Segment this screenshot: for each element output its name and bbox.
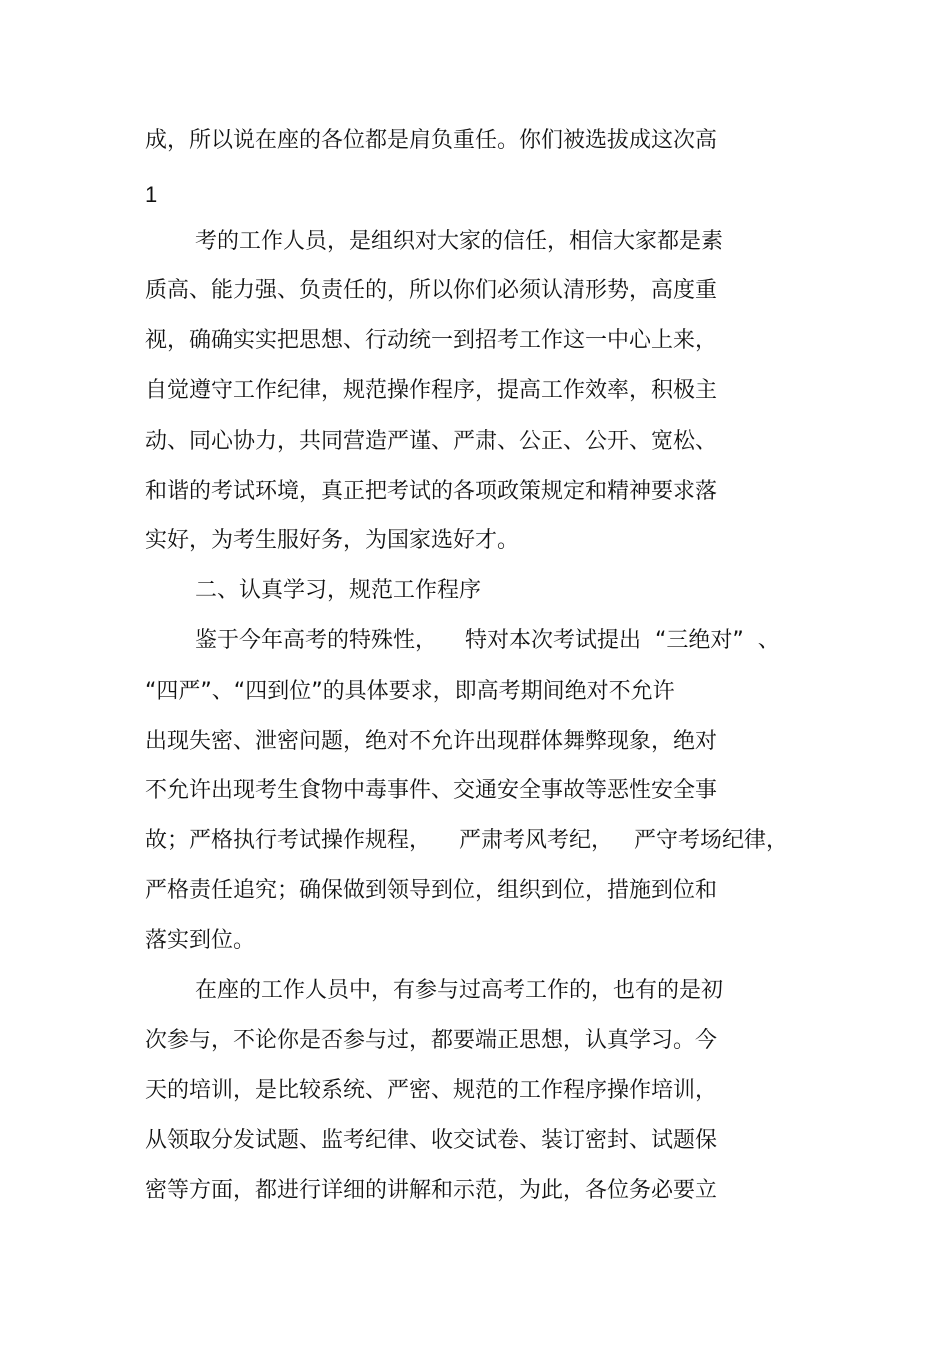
text-line: 鉴于今年高考的特殊性， 特对本次考试提出 “三绝对” 、 xyxy=(195,628,780,653)
text-line: 和谐的考试环境，真正把考试的各项政策规定和精神要求落 xyxy=(145,479,718,504)
text-line: 从领取分发试题、监考纪律、收交试卷、装订密封、试题保 xyxy=(145,1128,718,1153)
text-line: 出现失密、泄密问题，绝对不允许出现群体舞弊现象，绝对 xyxy=(145,729,718,754)
section-heading: 二、认真学习，规范工作程序 xyxy=(195,578,482,603)
text-line: 实好，为考生服好务，为国家选好才。 xyxy=(145,528,520,553)
text-line: 在座的工作人员中，有参与过高考工作的，也有的是初 xyxy=(195,978,724,1003)
text-line: 严格责任追究；确保做到领导到位，组织到位，措施到位和 xyxy=(145,878,718,903)
text-line: 密等方面，都进行详细的讲解和示范，为此，各位务必要立 xyxy=(145,1178,718,1203)
text-line: 天的培训，是比较系统、严密、规范的工作程序操作培训， xyxy=(145,1078,718,1103)
text-line: 不允许出现考生食物中毒事件、交通安全事故等恶性安全事 xyxy=(145,778,718,803)
text-line: 故；严格执行考试操作规程， 严肃考风考纪， 严守考场纪律， xyxy=(145,828,788,853)
text-line: 考的工作人员，是组织对大家的信任，相信大家都是素 xyxy=(195,229,724,254)
text-line: 动、同心协力，共同营造严谨、严肃、公正、公开、宽松、 xyxy=(145,429,718,454)
page-number: 1 xyxy=(145,182,158,207)
text-line: “四严”、“四到位”的具体要求，即高考期间绝对不允许 xyxy=(145,679,675,704)
text-line: 成，所以说在座的各位都是肩负重任。你们被选拔成这次高 xyxy=(145,128,718,153)
text-line: 落实到位。 xyxy=(145,928,256,953)
text-line: 自觉遵守工作纪律，规范操作程序，提高工作效率，积极主 xyxy=(145,378,718,403)
text-line: 质高、能力强、负责任的，所以你们必须认清形势，高度重 xyxy=(145,278,718,303)
text-line: 次参与，不论你是否参与过，都要端正思想，认真学习。今 xyxy=(145,1028,718,1053)
text-line: 视，确确实实把思想、行动统一到招考工作这一中心上来， xyxy=(145,328,718,353)
